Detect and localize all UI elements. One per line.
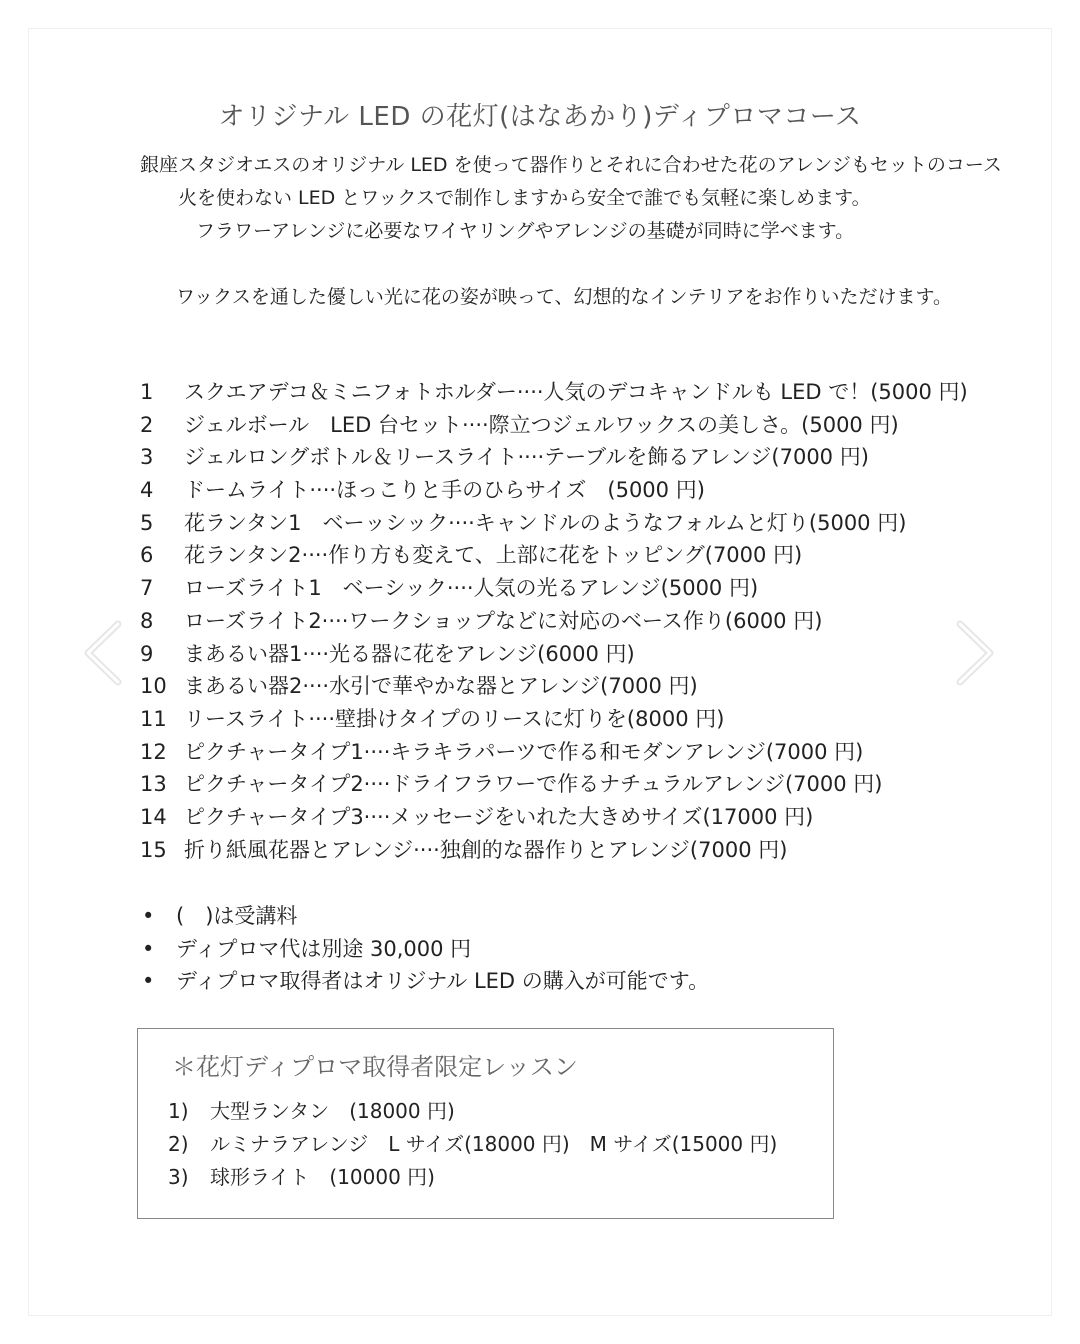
course-text: スクエアデコ＆ミニフォトホルダー····人気のデコキャンドルも LED で！(5000 円): [184, 380, 968, 404]
course-item: [140, 670, 968, 703]
course-number: 6: [140, 543, 154, 568]
intro-line-1: 銀座スタジオエスのオリジナル LED を使って器作りとそれに合わせた花のアレンジもセットのコース: [140, 154, 1002, 176]
course-item: [140, 376, 968, 409]
course-number: 1: [140, 380, 154, 404]
course-text: ピクチャータイプ3····メッセージをいれた大きめサイズ(17000 円): [184, 804, 814, 829]
bullet: •: [142, 969, 155, 993]
course-text: ピクチャータイプ1····キラキラパーツで作る和モダンアレンジ(7000 円): [184, 739, 864, 764]
lesson-text: 球形ライト (10000 円): [210, 1165, 435, 1189]
prev-slide-button[interactable]: [78, 618, 128, 688]
lesson-number: 2): [168, 1132, 189, 1156]
course-text: リースライト····壁掛けタイプのリースに灯りを(8000 円): [184, 706, 725, 731]
chevron-right-icon: [950, 618, 1000, 688]
course-item: [140, 409, 968, 442]
note-text: ディプロマ取得者はオリジナル LED の購入が可能です。: [176, 969, 710, 993]
course-item: [140, 768, 968, 801]
course-item: [140, 539, 968, 572]
course-text: ローズライト2····ワークショップなどに対応のベース作り(6000 円): [184, 608, 823, 633]
course-list: [140, 376, 968, 866]
course-text: ピクチャータイプ2····ドライフラワーで作るナチュラルアレンジ(7000 円): [184, 772, 883, 797]
note-item: [140, 900, 709, 933]
limited-lessons-list: [168, 1095, 777, 1194]
course-item: [140, 834, 968, 867]
course-item: [140, 507, 968, 540]
course-number: 8: [140, 608, 154, 633]
course-item: [140, 703, 968, 736]
course-text: まあるい器1····光る器に花をアレンジ(6000 円): [184, 641, 635, 666]
course-number: 15: [140, 837, 167, 862]
lesson-item: [168, 1161, 777, 1194]
course-number: 3: [140, 445, 154, 470]
note-item: [140, 965, 709, 998]
course-item: [140, 801, 968, 834]
intro-line-3: フラワーアレンジに必要なワイヤリングやアレンジの基礎が同時に学べます。: [196, 220, 855, 242]
page-title: オリジナル LED の花灯(はなあかり)ディプロマコース: [218, 102, 862, 132]
course-item: [140, 736, 968, 769]
limited-lessons-heading: ＊花灯ディプロマ取得者限定レッスン: [172, 1053, 578, 1081]
course-text: ジェルボール LED 台セット····際立つジェルワックスの美しさ。(5000 円): [184, 412, 899, 437]
note-item: [140, 933, 709, 966]
lesson-number: 1): [168, 1099, 189, 1123]
course-text: ジェルロングボトル＆リースライト····テーブルを飾るアレンジ(7000 円): [184, 445, 869, 470]
course-number: 2: [140, 412, 154, 437]
course-text: 折り紙風花器とアレンジ····独創的な器作りとアレンジ(7000 円): [184, 837, 788, 862]
bullet: •: [142, 904, 155, 928]
bullet: •: [142, 936, 155, 961]
course-number: 10: [140, 674, 167, 699]
course-number: 12: [140, 739, 167, 764]
lesson-item: [168, 1095, 777, 1128]
lesson-text: 大型ランタン (18000 円): [210, 1099, 455, 1123]
course-text: ローズライト1 ベーシック····人気の光るアレンジ(5000 円): [184, 576, 759, 601]
lesson-item: [168, 1128, 777, 1161]
note-text: ディプロマ代は別途 30,000 円: [176, 936, 472, 961]
course-text: 花ランタン1 ベーッシック····キャンドルのようなフォルムと灯り(5000 円): [184, 510, 907, 535]
note-text: ( )は受講料: [176, 904, 298, 928]
lesson-number: 3): [168, 1165, 189, 1189]
course-number: 7: [140, 576, 154, 601]
course-text: ドームライト····ほっこりと手のひらサイズ (5000 円): [184, 478, 705, 503]
lesson-text: ルミナラアレンジ L サイズ(18000 円) M サイズ(15000 円): [210, 1132, 778, 1156]
intro-line-2: 火を使わない LED とワックスで制作しますから安全で誰でも気軽に楽しめます。: [178, 187, 871, 209]
chevron-left-icon: [78, 618, 128, 688]
course-text: まあるい器2····水引で華やかな器とアレンジ(7000 円): [184, 674, 698, 699]
course-item: [140, 572, 968, 605]
course-item: [140, 441, 968, 474]
course-number: 11: [140, 706, 167, 731]
intro-line-4: ワックスを通した優しい光に花の姿が映って、幻想的なインテリアをお作りいただけます。: [176, 286, 952, 308]
next-slide-button[interactable]: [950, 618, 1000, 688]
course-number: 9: [140, 641, 154, 666]
course-number: 14: [140, 804, 167, 829]
course-text: 花ランタン2····作り方も変えて、上部に花をトッピング(7000 円): [184, 543, 803, 568]
course-item: [140, 638, 968, 671]
course-number: 13: [140, 772, 167, 797]
course-number: 5: [140, 510, 154, 535]
course-item: [140, 474, 968, 507]
course-number: 4: [140, 478, 154, 503]
course-item: [140, 605, 968, 638]
notes-list: [140, 900, 709, 998]
limited-lessons-box: [137, 1028, 834, 1219]
